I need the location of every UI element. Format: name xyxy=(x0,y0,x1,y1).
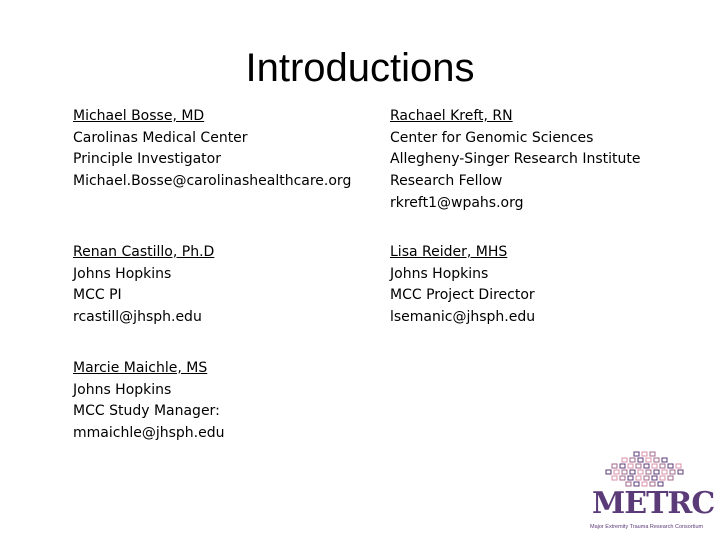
contact-lisa-reider xyxy=(390,242,535,329)
logo-tagline: Major Extremity Trauma Research Consortium xyxy=(590,524,704,530)
slide-title: Introductions xyxy=(245,46,475,90)
contact-role: Principle Investigator xyxy=(73,151,221,168)
contact-renan-castillo xyxy=(73,242,214,329)
logo-wordmark: METRC xyxy=(592,486,715,521)
contact-role: MCC Project Director xyxy=(390,287,535,304)
contact-michael-bosse xyxy=(73,106,351,193)
contact-name: Rachael Kreft, RN xyxy=(390,108,513,124)
contact-organization: Johns Hopkins xyxy=(73,265,172,282)
contact-organization: Carolinas Medical Center xyxy=(73,129,248,146)
contact-name: Renan Castillo, Ph.D xyxy=(73,244,215,260)
contact-marcie-maichle xyxy=(73,358,224,445)
contact-name: Michael Bosse, MD xyxy=(73,108,205,124)
contact-email: lsemanic@jhsph.edu xyxy=(390,309,536,326)
contact-role: MCC Study Manager: xyxy=(73,403,220,420)
contact-organization: Johns Hopkins xyxy=(390,265,489,282)
contact-email: mmaichle@jhsph.edu xyxy=(73,425,225,442)
contact-department: Center for Genomic Sciences xyxy=(390,129,594,146)
contact-name: Marcie Maichle, MS xyxy=(73,360,208,376)
contact-email: Michael.Bosse@carolinashealthcare.org xyxy=(73,173,352,190)
contact-organization: Johns Hopkins xyxy=(73,381,172,398)
metrc-logo xyxy=(582,446,714,534)
contact-organization: Allegheny-Singer Research Institute xyxy=(390,151,641,168)
contact-rachael-kreft xyxy=(390,106,640,215)
contact-role: Research Fellow xyxy=(390,173,503,190)
contact-name: Lisa Reider, MHS xyxy=(390,244,508,260)
contact-email: rcastill@jhsph.edu xyxy=(73,309,202,326)
contact-email: rkreft1@wpahs.org xyxy=(390,194,524,211)
contact-role: MCC PI xyxy=(73,287,122,304)
